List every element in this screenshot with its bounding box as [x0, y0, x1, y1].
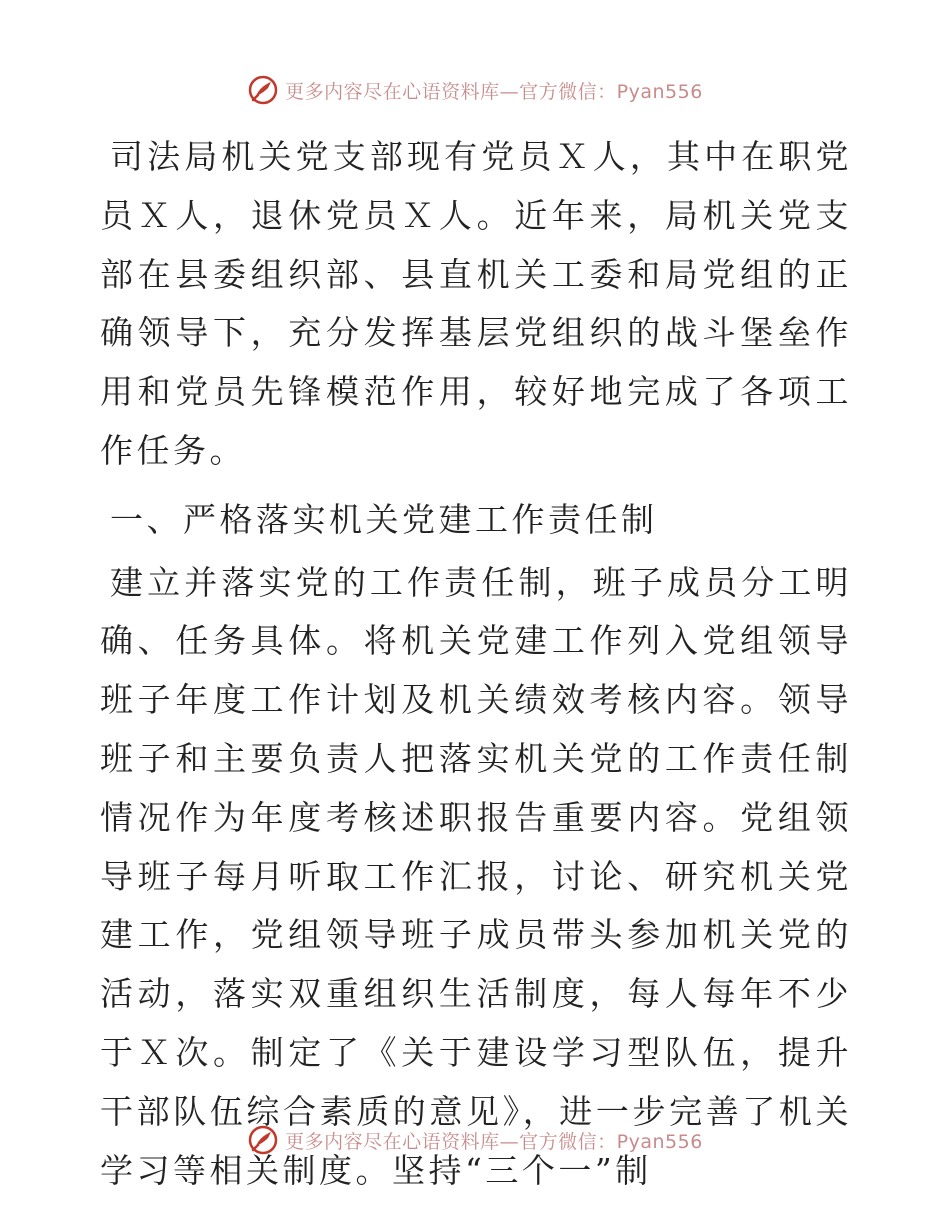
brush-logo-icon: [247, 1124, 279, 1156]
brush-logo-icon: [247, 74, 279, 106]
document-body: [100, 128, 852, 1200]
watermark-header: [0, 70, 950, 110]
watermark-footer: [0, 1120, 950, 1160]
intro-paragraph: 司法局机关党支部现有党员Ｘ人，其中在职党员Ｘ人，退休党员Ｘ人。近年来，局机关党支部在县委组织部、县直机关工委和局党组的正确领导下，充分发挥基层党组织的战斗堡垒作用和党员先锋模范作用，较好地完成了各项工作任务。: [100, 137, 852, 470]
watermark-text: 更多内容尽在心语资料库—官方微信：Pyan556: [285, 1130, 703, 1153]
section-paragraph: 建立并落实党的工作责任制，班子成员分工明确、任务具体。将机关党建工作列入党组领导班子年度工作计划及机关绩效考核内容。领导班子和主要负责人把落实机关党的工作责任制情况作为年度考核述职报告重要内容。党组领导班子每月听取工作汇报，讨论、研究机关党建工作，党组领导班子成员带头参加机关党的活动，落实双重组织生活制度，每人每年不少于Ｘ次。制定了《关于建设学习型队伍，提升干部队伍综合素质的意见》，进一步完善了机关学习等相关制度。坚持“三个一”制: [100, 562, 852, 1190]
section-heading: 一、严格落实机关党建工作责任制: [110, 499, 658, 539]
watermark-text: 更多内容尽在心语资料库—官方微信：Pyan556: [285, 80, 703, 103]
